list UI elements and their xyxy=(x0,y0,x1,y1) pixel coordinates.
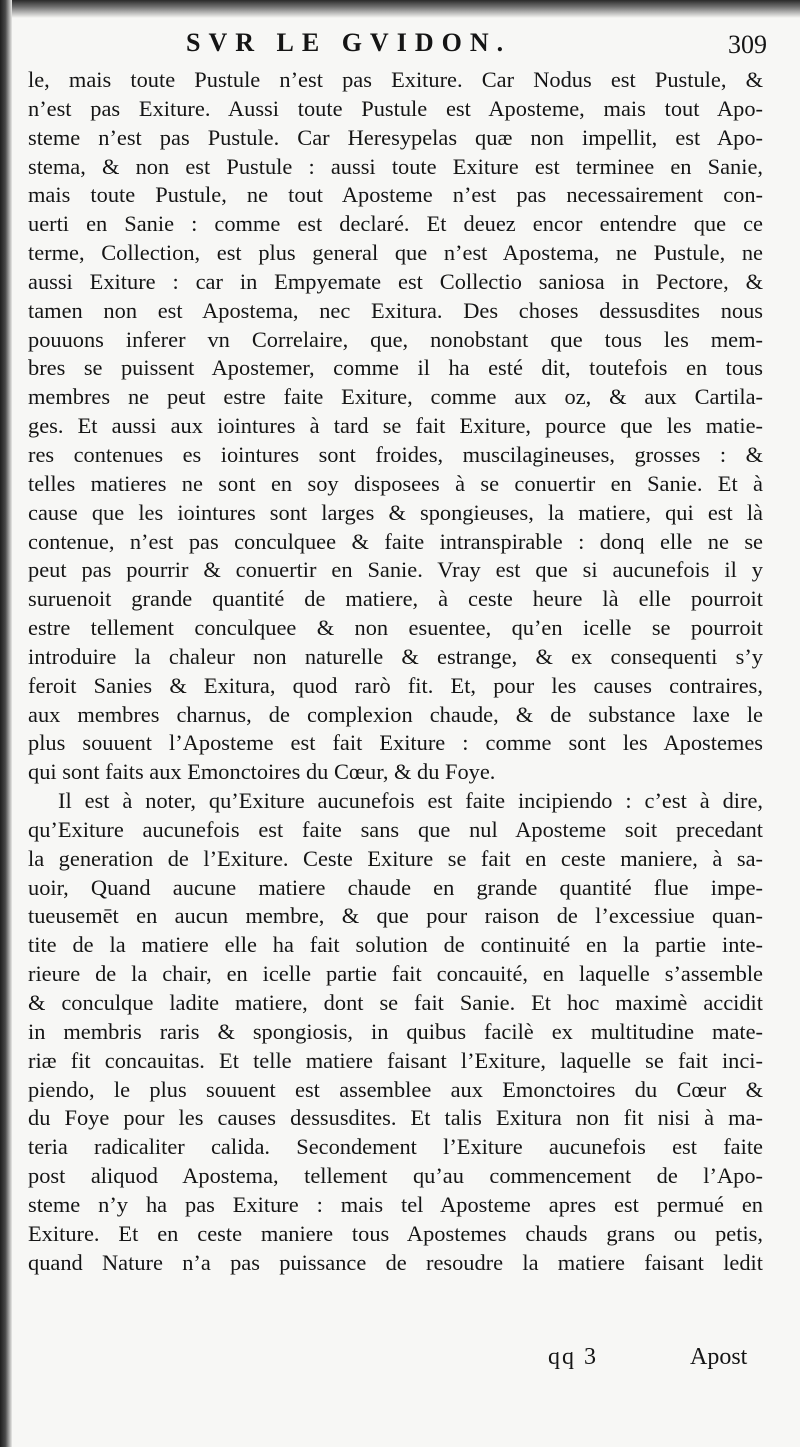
text-line: uerti en Sanie : comme est declaré. Et deuez encor entendre que ce xyxy=(28,211,763,237)
signature-mark: qq 3 xyxy=(548,1344,598,1370)
text-line: post aliquod Apostema, tellement qu’au commencement de l’Apo- xyxy=(28,1163,763,1189)
scan-shadow-top xyxy=(0,0,800,18)
text-line: du Foye pour les causes dessusdites. Et talis Exitura non fit nisi à ma- xyxy=(28,1105,763,1131)
text-line: pouuons inferer vn Correlaire, que, nonobstant que tous les mem- xyxy=(28,326,763,352)
text-line: membres ne peut estre faite Exiture, comme aux oz, & aux Cartila- xyxy=(28,384,763,410)
text-line: teria radicaliter calida. Secondement l’Exiture aucunefois est faite xyxy=(28,1134,763,1160)
text-line: qu’Exiture aucunefois est faite sans que nul Aposteme soit precedant xyxy=(28,816,763,842)
catchword: Apost xyxy=(690,1344,748,1370)
text-line: introduire la chaleur non naturelle & estrange, & ex consequenti s’y xyxy=(28,643,763,669)
running-head: SVR LE GVIDON. xyxy=(186,28,512,57)
text-line: mais toute Pustule, ne tout Aposteme n’est pas necessairement con- xyxy=(28,182,763,208)
text-line: estre tellement conculquee & non esuentee, qu’en icelle se pourroit xyxy=(28,615,763,641)
text-line: in membris raris & spongiosis, in quibus facilè ex multitudine mate- xyxy=(28,1018,763,1044)
text-line: cause que les iointures sont larges & spongieuses, la matiere, qui est là xyxy=(28,499,763,525)
text-line: tamen non est Apostema, nec Exitura. Des choses dessusdites nous xyxy=(28,297,763,323)
body-text xyxy=(28,66,763,1277)
text-line: telles matieres ne sont en soy disposees à se conuertir en Sanie. Et à xyxy=(28,470,763,496)
text-line: suruenoit grande quantité de matiere, à ceste heure là elle pourroit xyxy=(28,586,763,612)
text-line: le, mais toute Pustule n’est pas Exiture. Car Nodus est Pustule, & xyxy=(28,67,763,92)
text-line: riæ fit concauitas. Et telle matiere faisant l’Exiture, laquelle se fait inci- xyxy=(28,1047,763,1073)
text-line: la generation de l’Exiture. Ceste Exiture se fait en ceste maniere, à sa- xyxy=(28,845,763,871)
page-number: 309 xyxy=(728,30,767,59)
text-line: n’est pas Exiture. Aussi toute Pustule est Aposteme, mais tout Apo- xyxy=(28,95,763,121)
text-line: Exiture. Et en ceste maniere tous Apostemes chauds grans ou petis, xyxy=(28,1220,763,1246)
text-line: & conculque ladite matiere, dont se fait Sanie. Et hoc maximè accidit xyxy=(28,990,763,1015)
text-line: bres se puissent Apostemer, comme il ha esté dit, toutefois en tous xyxy=(28,355,763,381)
text-line: terme, Collection, est plus general que n’est Apostema, ne Pustule, ne xyxy=(28,240,763,266)
paragraph-start-line: Il est à noter, qu’Exiture aucunefois est faite incipiendo : c’est à dire, xyxy=(58,788,763,814)
scan-shadow-left xyxy=(0,0,12,1447)
text-line: rieure de la chair, en icelle partie fait concauité, en laquelle s’assemble xyxy=(28,961,763,987)
text-line: steme n’y ha pas Exiture : mais tel Aposteme apres est permué en xyxy=(28,1191,763,1217)
text-line: peut pas pourrir & conuertir en Sanie. Vray est que si aucunefois il y xyxy=(28,557,763,583)
text-line: uoir, Quand aucune matiere chaude en grande quantité flue impe- xyxy=(28,874,763,900)
text-line: aussi Exiture : car in Empyemate est Collectio saniosa in Pectore, & xyxy=(28,268,763,294)
text-line: ges. Et aussi aux iointures à tard se fait Exiture, pource que les matie- xyxy=(28,413,763,439)
text-line: steme n’est pas Pustule. Car Heresypelas quæ non impellit, est Apo- xyxy=(28,124,763,150)
paragraph-end-line: qui sont faits aux Emonctoires du Cœur, & du Foye. xyxy=(28,759,496,785)
text-line: contenue, n’est pas conculquee & faite intranspirable : donq elle ne se xyxy=(28,528,763,554)
text-line: tite de la matiere elle ha fait solution de continuité en la partie inte- xyxy=(28,932,763,958)
text-line: tueusemēt en aucun membre, & que pour raison de l’excessiue quan- xyxy=(28,903,763,929)
text-line: stema, & non est Pustule : aussi toute Exiture est terminee en Sanie, xyxy=(28,153,763,179)
text-line: plus souuent l’Aposteme est fait Exiture : comme sont les Apostemes xyxy=(28,730,763,756)
text-line: feroit Sanies & Exitura, quod rarò fit. Et, pour les causes contraires, xyxy=(28,672,763,698)
page-header xyxy=(0,28,800,68)
text-line: res contenues es iointures sont froides, muscilagineuses, grosses : & xyxy=(28,441,763,467)
text-line: quand Nature n’a pas puissance de resoudre la matiere faisant ledit xyxy=(28,1249,763,1275)
page-footer xyxy=(0,1344,800,1384)
text-line: aux membres charnus, de complexion chaude, & de substance laxe le xyxy=(28,701,763,727)
text-line: piendo, le plus souuent est assemblee aux Emonctoires du Cœur & xyxy=(28,1076,763,1102)
